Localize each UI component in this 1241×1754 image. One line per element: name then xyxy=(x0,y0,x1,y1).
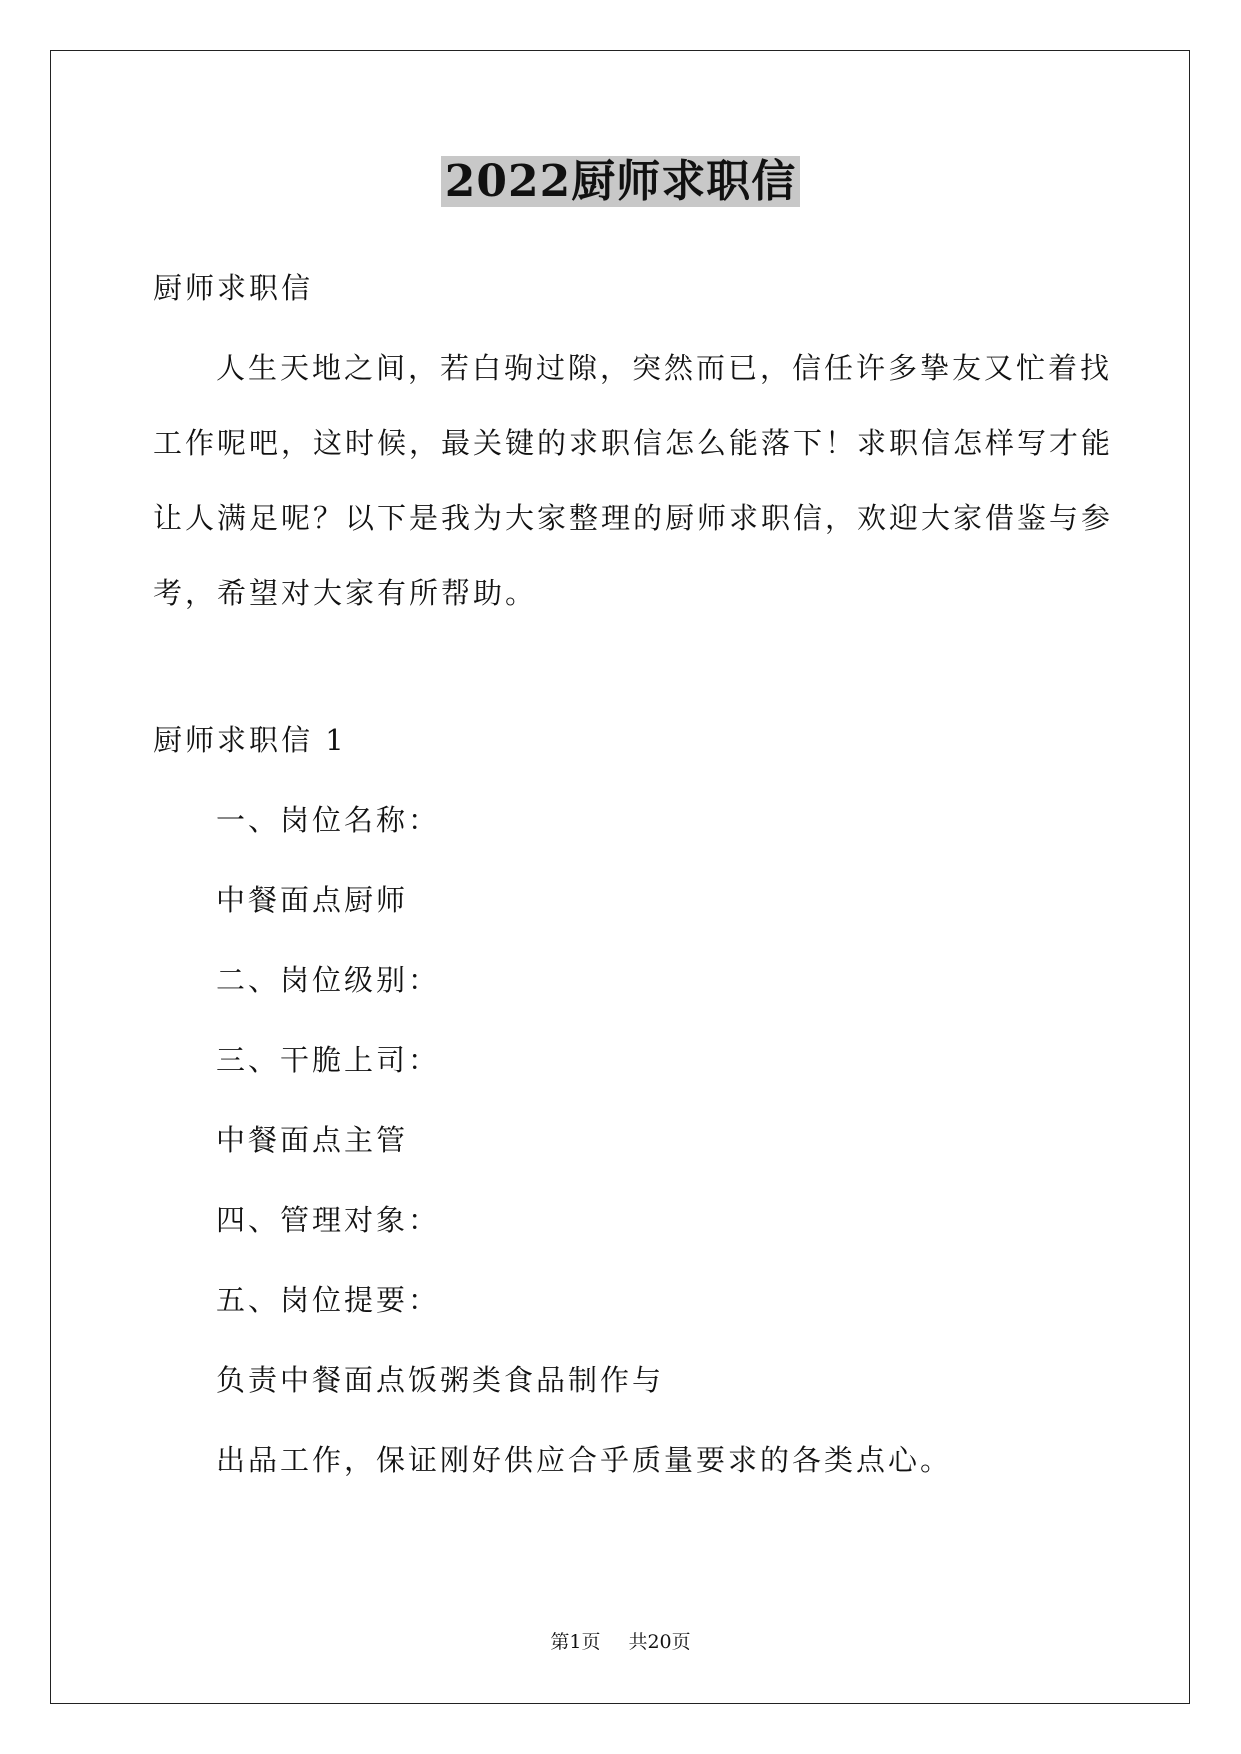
list-item: 中餐面点主管 xyxy=(216,1123,409,1157)
page-footer xyxy=(0,1628,1241,1656)
intro-line: 让人满足呢？以下是我为大家整理的厨师求职信，欢迎大家借鉴与参 xyxy=(153,501,1114,535)
list-item: 中餐面点厨师 xyxy=(216,883,409,917)
intro-line: 工作呢吧，这时候，最关键的求职信怎么能落下！求职信怎样写才能 xyxy=(153,426,1114,460)
intro-line: 人生天地之间，若白驹过隙，突然而已，信任许多挚友又忙着找 xyxy=(216,351,1113,385)
document-title xyxy=(0,150,1241,214)
page-number-current: 第1页 xyxy=(550,1631,601,1653)
list-item: 一、岗位名称： xyxy=(216,803,441,837)
list-item: 二、岗位级别： xyxy=(216,963,441,997)
subtitle: 厨师求职信 xyxy=(153,271,314,305)
section-heading: 厨师求职信 1 xyxy=(153,723,347,757)
intro-line: 考，希望对大家有所帮助。 xyxy=(153,576,538,610)
page-number-total: 共20页 xyxy=(628,1631,691,1653)
title-text: 2022厨师求职信 xyxy=(441,156,800,207)
list-item: 四、管理对象： xyxy=(216,1203,441,1237)
list-item: 出品工作，保证刚好供应合乎质量要求的各类点心。 xyxy=(216,1443,953,1477)
list-item: 五、岗位提要： xyxy=(216,1283,441,1317)
list-item: 负责中餐面点饭粥类食品制作与 xyxy=(216,1363,665,1397)
list-item: 三、干脆上司： xyxy=(216,1043,441,1077)
